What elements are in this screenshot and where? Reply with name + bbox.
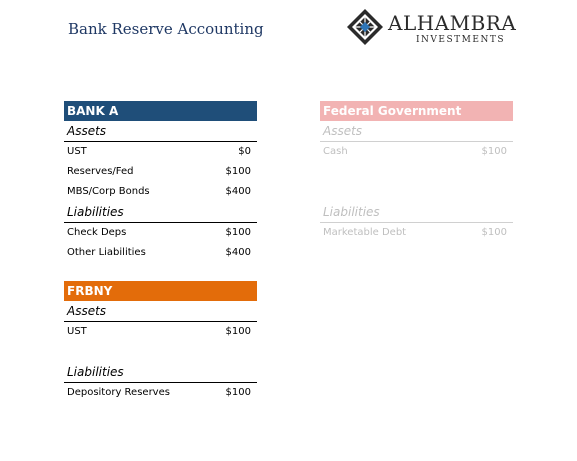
row-value: $400 bbox=[225, 247, 251, 258]
logo-name: ALHAMBRA bbox=[388, 11, 517, 35]
frbny-assets-label: Assets bbox=[64, 301, 257, 322]
bank-a-liabilities-label: Liabilities bbox=[64, 202, 257, 223]
table-row bbox=[320, 223, 513, 243]
bank-a-assets-label: Assets bbox=[64, 121, 257, 142]
table-row bbox=[64, 243, 257, 263]
federal-government-assets-label: Assets bbox=[320, 121, 513, 142]
row-label: Other Liabilities bbox=[67, 247, 146, 258]
row-value: $100 bbox=[225, 166, 251, 177]
row-label: UST bbox=[67, 326, 87, 337]
page-title: Bank Reserve Accounting bbox=[68, 20, 264, 38]
row-value: $100 bbox=[225, 387, 251, 398]
table-row bbox=[64, 142, 257, 162]
frbny-table bbox=[64, 281, 257, 403]
bank-a-header: BANK A bbox=[64, 101, 257, 121]
row-label: Depository Reserves bbox=[67, 387, 170, 398]
table-row bbox=[64, 162, 257, 182]
frbny-header: FRBNY bbox=[64, 281, 257, 301]
bank-a-table bbox=[64, 101, 257, 263]
table-row bbox=[64, 223, 257, 243]
row-value: $0 bbox=[238, 146, 251, 157]
spacer bbox=[320, 162, 513, 182]
table-row bbox=[64, 182, 257, 202]
frbny-liabilities-label: Liabilities bbox=[64, 362, 257, 383]
row-label: UST bbox=[67, 146, 87, 157]
table-row bbox=[64, 322, 257, 342]
row-label: MBS/Corp Bonds bbox=[67, 186, 150, 197]
row-value: $400 bbox=[225, 186, 251, 197]
row-value: $100 bbox=[225, 326, 251, 337]
table-row bbox=[320, 142, 513, 162]
row-value: $100 bbox=[225, 227, 251, 238]
row-label: Reserves/Fed bbox=[67, 166, 134, 177]
table-row bbox=[64, 383, 257, 403]
row-value: $100 bbox=[481, 146, 507, 157]
row-label: Check Deps bbox=[67, 227, 127, 238]
row-label: Cash bbox=[323, 146, 348, 157]
federal-government-header: Federal Government bbox=[320, 101, 513, 121]
spacer bbox=[64, 342, 257, 362]
federal-government-liabilities-label: Liabilities bbox=[320, 202, 513, 223]
federal-government-table bbox=[320, 101, 513, 243]
spacer bbox=[320, 182, 513, 202]
row-label: Marketable Debt bbox=[323, 227, 407, 238]
alhambra-diamond-icon bbox=[346, 8, 384, 46]
row-value: $100 bbox=[481, 227, 507, 238]
logo-subtitle: INVESTMENTS bbox=[416, 35, 505, 45]
alhambra-logo bbox=[346, 8, 516, 48]
